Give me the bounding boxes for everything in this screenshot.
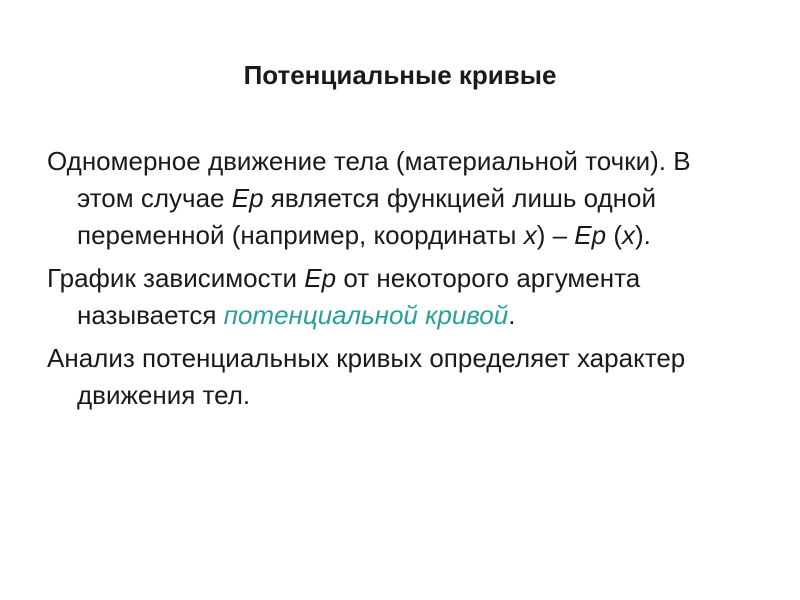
text-run: Одномерное движение тела (материальной точки). В этом случае: [47, 146, 691, 213]
text-run: ) –: [536, 220, 575, 250]
ep-symbol: Ep: [231, 183, 264, 213]
text-run: ).: [635, 220, 651, 250]
text-run: (: [606, 220, 622, 250]
text-run: График зависимости: [47, 263, 305, 293]
text-run: .: [508, 300, 516, 330]
slide-body: [47, 143, 747, 420]
text-run: является функцией лишь одной переменной (например, координаты: [77, 183, 657, 250]
ep-symbol: Ep: [574, 220, 607, 250]
x-symbol: x: [523, 220, 537, 250]
paragraph-analysis: Анализ потенциальных кривых определяет характер движения тел.: [47, 343, 686, 410]
paragraph-one-dimensional-motion: [47, 143, 747, 254]
paragraph-potential-curve-definition: [47, 260, 747, 334]
x-symbol: x: [622, 220, 635, 250]
highlighted-term: потенциальной кривой: [223, 300, 509, 330]
text-run: от некоторого аргумента называется: [77, 263, 641, 330]
slide-title: Потенциальные кривые: [243, 60, 557, 90]
ep-symbol: Ep: [304, 263, 337, 293]
